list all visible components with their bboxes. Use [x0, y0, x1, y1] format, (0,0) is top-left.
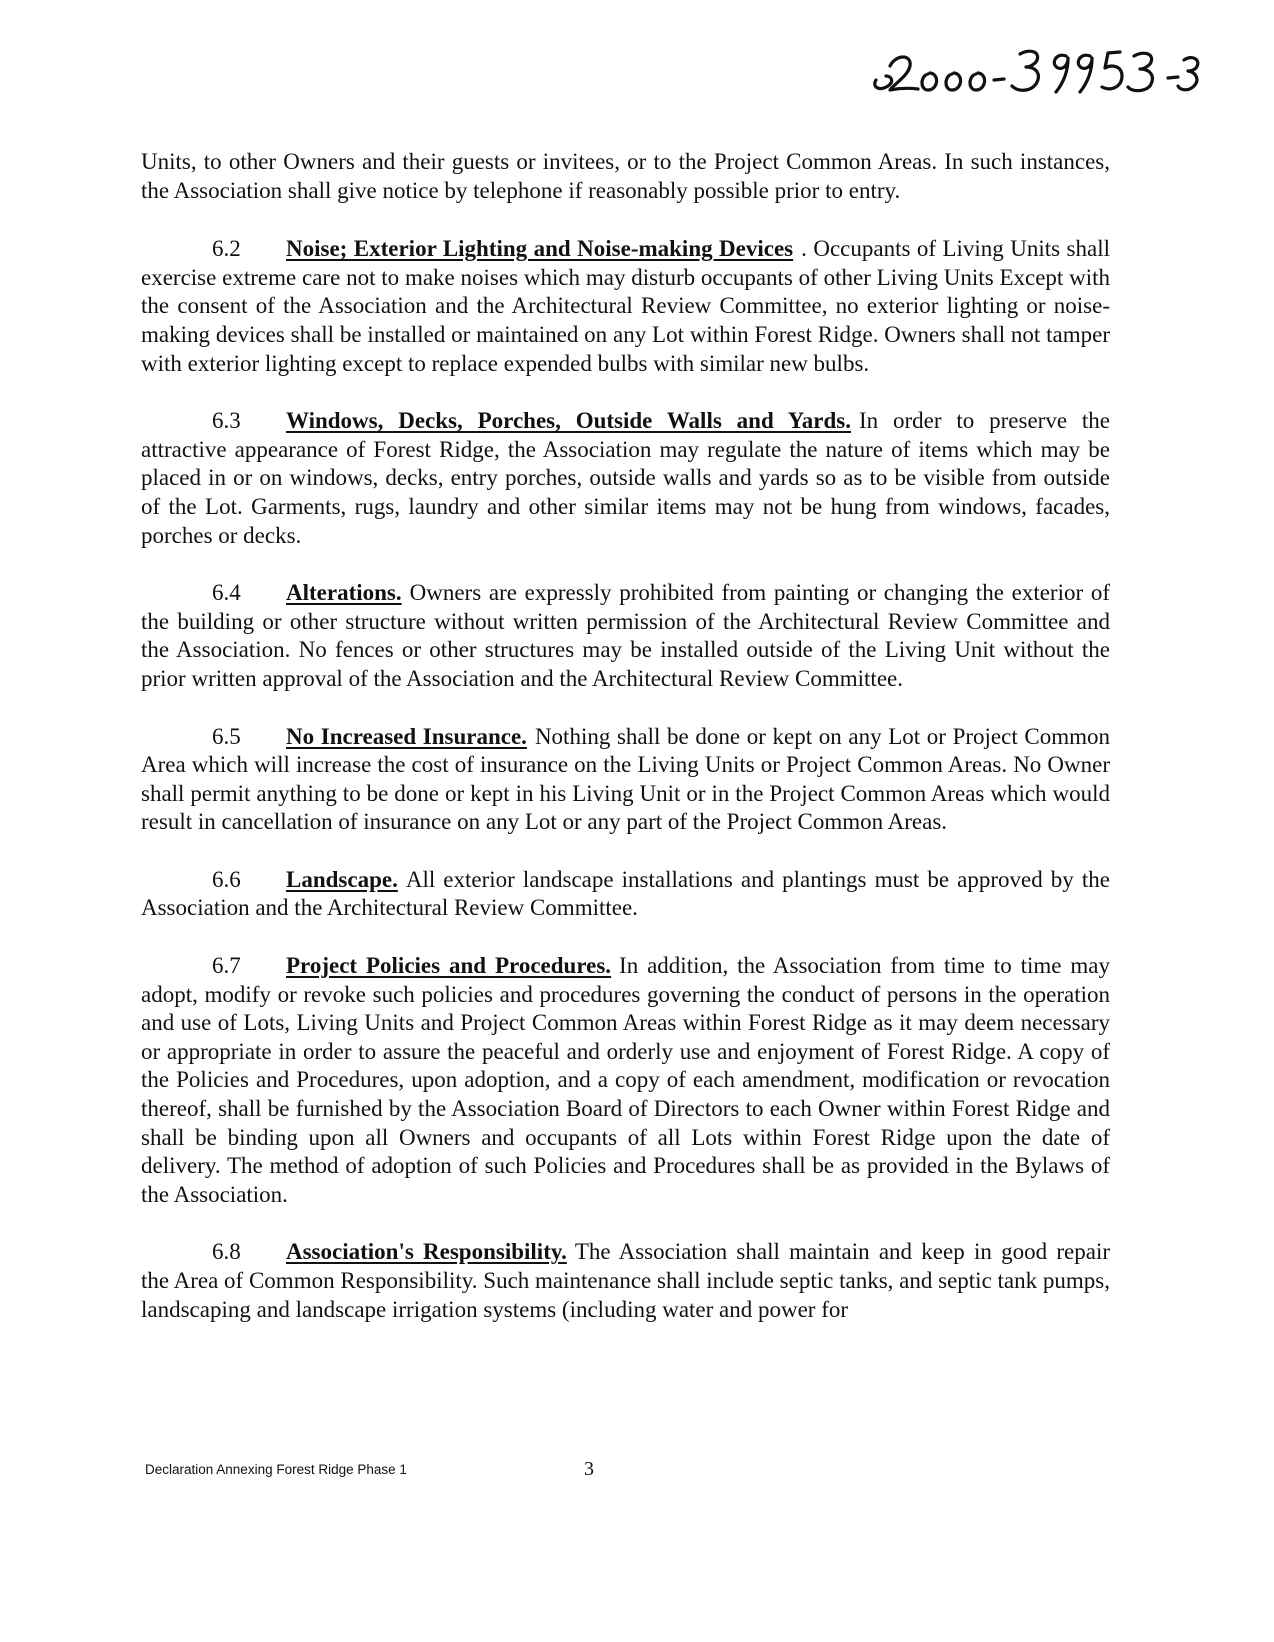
section-title: Alterations. [286, 580, 402, 606]
section-title-punct: . [801, 236, 807, 262]
section-text: Nothing shall be done or kept on any Lot or Project Common Area which will increase the cost of insurance on the Living Units or Project Common Areas. No Owner shall permit anything to be done or kept in his Living Unit or in the Project Common Areas which would result in cancellation of insurance on any Lot or any part of the Project Common Areas. [141, 723, 1110, 835]
section-text: All exterior landscape installations and plantings must be approved by the Association and the Architectural Review Committee. [141, 866, 1110, 921]
section-title: Association's Responsibility. [286, 1239, 567, 1265]
section-title: Windows, Decks, Porches, Outside Walls and Yards. [286, 408, 851, 434]
section-6-3 [141, 407, 1110, 550]
handwritten-signature-graphic [870, 36, 1200, 98]
section-6-7 [141, 952, 1110, 1209]
section-text: Owners are expressly prohibited from painting or changing the exterior of the building or other structure without written permission of the Architectural Review Committee and the Association. No fences or other structures may be installed outside of the Living Unit without the prior written approval of the Association and the Architectural Review Committee. [141, 580, 1110, 691]
footer-document-title: Declaration Annexing Forest Ridge Phase 1 [145, 1462, 407, 1477]
section-6-8 [141, 1238, 1110, 1324]
section-6-6 [141, 866, 1110, 923]
section-6-4 [141, 579, 1110, 693]
continuation-paragraph: Units, to other Owners and their guests or invitees, or to the Project Common Areas. In such instances, the Association shall give notice by telephone if reasonably possible prior to entry. [141, 149, 1110, 203]
section-number: 6.4 [212, 580, 241, 606]
section-title: Project Policies and Procedures. [286, 953, 612, 979]
section-text: The Association shall maintain and keep in good repair the Area of Common Responsibility. Such maintenance shall include septic tanks, and septic tank pumps, landscaping and landscape irrigation systems (including water and power for [141, 1239, 1110, 1322]
section-number: 6.5 [212, 723, 241, 749]
section-title: No Increased Insurance. [286, 723, 527, 749]
section-number: 6.2 [212, 236, 241, 262]
section-text: In order to preserve the attractive appearance of Forest Ridge, the Association may regulate the nature of items which may be placed in or on windows, decks, entry porches, outside walls and yards so as to be visible from outside of the Lot. Garments, rugs, laundry and other similar items may not be hung from windows, facades, porches or decks. [141, 408, 1110, 548]
section-title: Landscape. [286, 866, 398, 892]
section-number: 6.6 [212, 866, 241, 892]
section-6-5 [141, 723, 1110, 837]
section-number: 6.8 [212, 1239, 241, 1265]
section-title: Noise; Exterior Lighting and Noise-making Devices [286, 236, 794, 262]
section-number: 6.7 [212, 953, 241, 979]
handwritten-document-number [870, 36, 1200, 98]
section-6-2 [141, 235, 1110, 378]
section-text: In addition, the Association from time to time may adopt, modify or revoke such policies and procedures governing the conduct of persons in the operation and use of Lots, Living Units and Project Common Areas within Forest Ridge as it may deem necessary or appropriate in order to assure the peaceful and orderly use and enjoyment of Forest Ridge. A copy of the Policies and Procedures, upon adoption, and a copy of each amendment, modification or revocation thereof, shall be furnished by the Association Board of Directors to each Owner within Forest Ridge and shall be binding upon all Owners and occupants of all Lots within Forest Ridge upon the date of delivery. The method of adoption of such Policies and Procedures shall be as provided in the Bylaws of the Association. [141, 953, 1110, 1207]
document-body [141, 148, 1110, 1353]
page-number: 3 [584, 1458, 594, 1480]
section-number: 6.3 [212, 408, 241, 434]
section-text: Occupants of Living Units shall exercise extreme care not to make noises which may disturb occupants of other Living Units Except with the consent of the Association and the Architectural Review Committee, no exterior lighting or noise-making devices shall be installed or maintained on any Lot within Forest Ridge. Owners shall not tamper with exterior lighting except to replace expended bulbs with similar new bulbs. [141, 236, 1110, 376]
